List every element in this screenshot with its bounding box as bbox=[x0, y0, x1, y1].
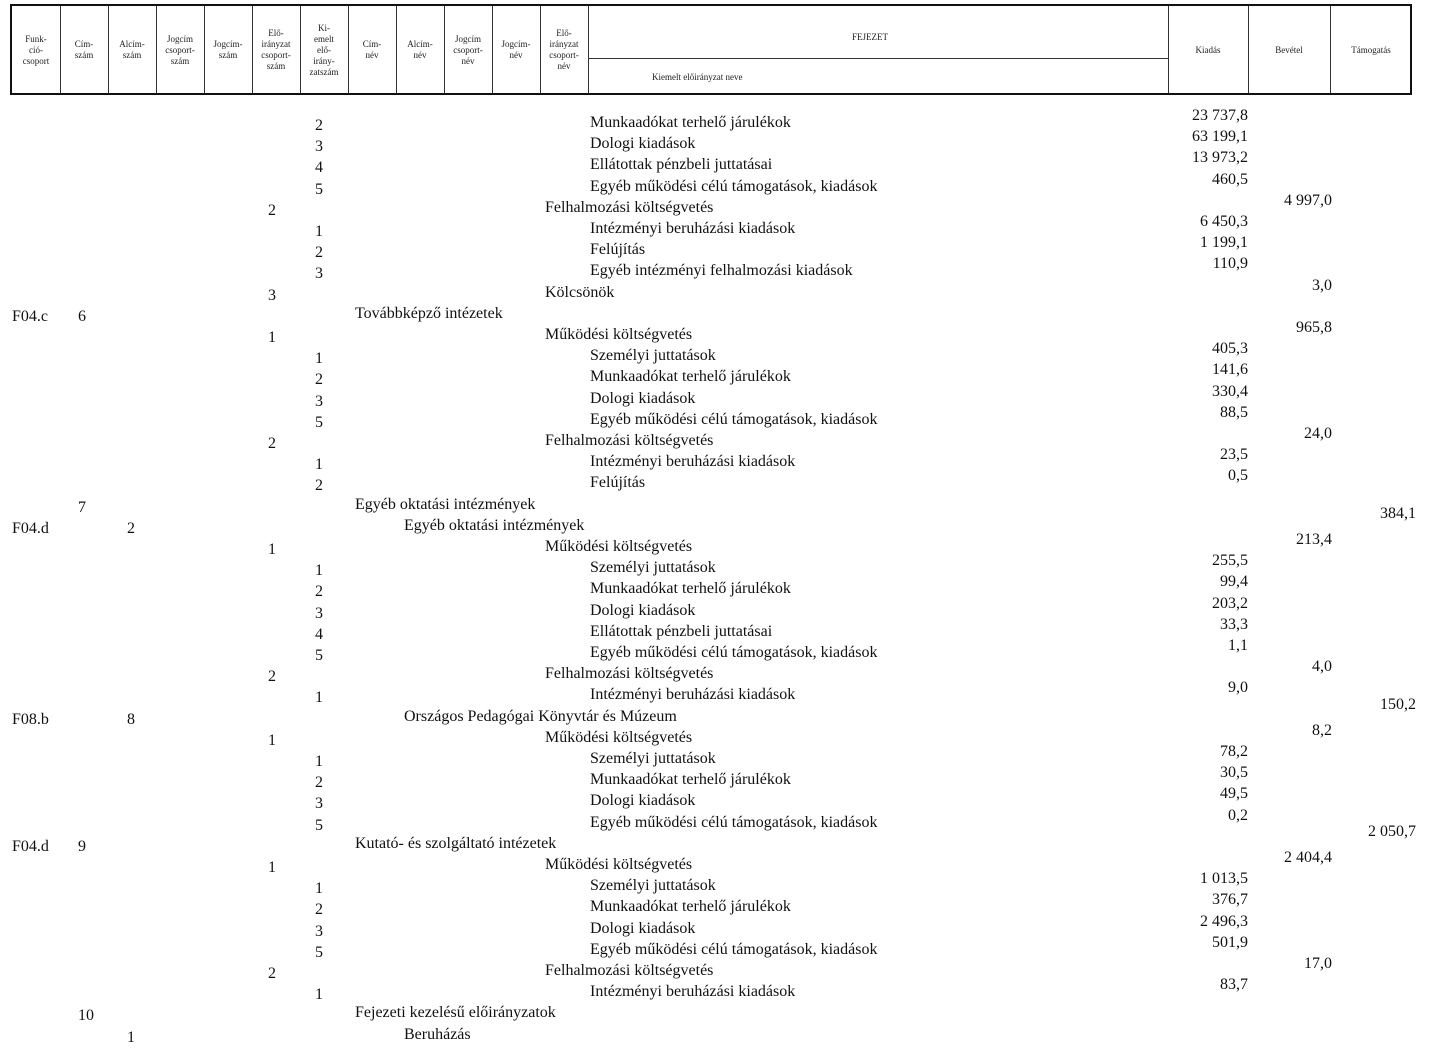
row-eloiranyzat-csoport-szam: 1 bbox=[268, 329, 276, 346]
row-bevetel: 4,0 bbox=[1312, 658, 1332, 675]
header-jogcim-szam: Jogcím- szám bbox=[213, 39, 243, 60]
row-name: Dologi kiadások bbox=[590, 792, 696, 809]
row-kiadas: 23 737,8 bbox=[1192, 107, 1248, 124]
row-kiadas: 376,7 bbox=[1212, 891, 1248, 908]
row-kiemelt-szam: 2 bbox=[315, 371, 323, 388]
row-bevetel: 213,4 bbox=[1296, 531, 1332, 548]
row-kiadas: 330,4 bbox=[1212, 383, 1248, 400]
row-kiemelt-szam: 2 bbox=[315, 244, 323, 261]
row-name: Felhalmozási költségvetés bbox=[545, 432, 714, 449]
row-kiadas: 1 013,5 bbox=[1200, 870, 1248, 887]
row-kiadas: 63 199,1 bbox=[1192, 128, 1248, 145]
row-tamogatas: 384,1 bbox=[1380, 505, 1416, 522]
row-kiemelt-szam: 2 bbox=[315, 477, 323, 494]
row-name: Egyéb működési célú támogatások, kiadások bbox=[590, 941, 878, 958]
row-bevetel: 8,2 bbox=[1312, 722, 1332, 739]
row-kiemelt-szam: 3 bbox=[315, 265, 323, 282]
row-eloiranyzat-csoport-szam: 2 bbox=[268, 668, 276, 685]
header-tamogatas: Támogatás bbox=[1351, 44, 1391, 55]
row-name: Dologi kiadások bbox=[590, 920, 696, 937]
row-kiemelt-szam: 5 bbox=[315, 647, 323, 664]
row-name: Munkaadókat terhelő járulékok bbox=[590, 368, 791, 385]
row-kiadas: 78,2 bbox=[1220, 743, 1248, 760]
row-eloiranyzat-csoport-szam: 2 bbox=[268, 435, 276, 452]
row-eloiranyzat-csoport-szam: 2 bbox=[268, 202, 276, 219]
row-name: Egyéb oktatási intézmények bbox=[404, 517, 585, 534]
row-cim-szam: 6 bbox=[78, 308, 86, 325]
row-bevetel: 2 404,4 bbox=[1284, 849, 1332, 866]
row-eloiranyzat-csoport-szam: 1 bbox=[268, 541, 276, 558]
row-eloiranyzat-csoport-szam: 1 bbox=[268, 732, 276, 749]
row-name: Intézményi beruházási kiadások bbox=[590, 220, 796, 237]
row-kiadas: 33,3 bbox=[1220, 616, 1248, 633]
row-kiemelt-szam: 2 bbox=[315, 901, 323, 918]
row-name: Továbbképző intézetek bbox=[355, 305, 503, 322]
row-name: Működési költségvetés bbox=[545, 538, 693, 555]
row-name: Egyéb működési célú támogatások, kiadások bbox=[590, 644, 878, 661]
row-kiadas: 141,6 bbox=[1212, 361, 1248, 378]
row-bevetel: 965,8 bbox=[1296, 319, 1332, 336]
row-name: Fejezeti kezelésű előirányzatok bbox=[355, 1004, 556, 1021]
row-kiadas: 110,9 bbox=[1212, 255, 1248, 272]
row-kiemelt-szam: 1 bbox=[315, 562, 323, 579]
row-name: Személyi juttatások bbox=[590, 347, 716, 364]
row-kiemelt-szam: 3 bbox=[315, 795, 323, 812]
row-kiemelt-szam: 1 bbox=[315, 456, 323, 473]
row-name: Személyi juttatások bbox=[590, 750, 716, 767]
row-name: Működési költségvetés bbox=[545, 326, 693, 343]
row-name: Munkaadókat terhelő járulékok bbox=[590, 114, 791, 131]
row-name: Intézményi beruházási kiadások bbox=[590, 453, 796, 470]
row-name: Egyéb működési célú támogatások, kiadások bbox=[590, 814, 878, 831]
row-kiadas: 460,5 bbox=[1212, 171, 1248, 188]
row-bevetel: 17,0 bbox=[1304, 955, 1332, 972]
row-name: Ellátottak pénzbeli juttatásai bbox=[590, 623, 773, 640]
row-kiemelt-szam: 3 bbox=[315, 923, 323, 940]
row-name: Felhalmozási költségvetés bbox=[545, 962, 714, 979]
row-eloiranyzat-csoport-szam: 1 bbox=[268, 859, 276, 876]
row-funkcio: F04.c bbox=[12, 308, 48, 325]
row-name: Működési költségvetés bbox=[545, 729, 693, 746]
row-name: Beruházás bbox=[404, 1026, 471, 1043]
row-kiadas: 83,7 bbox=[1220, 976, 1248, 993]
row-name: Egyéb működési célú támogatások, kiadások bbox=[590, 178, 878, 195]
row-kiemelt-szam: 4 bbox=[315, 626, 323, 643]
row-kiemelt-szam: 5 bbox=[315, 944, 323, 961]
row-kiemelt-szam: 1 bbox=[315, 753, 323, 770]
row-kiemelt-szam: 3 bbox=[315, 393, 323, 410]
row-name: Egyéb oktatási intézmények bbox=[355, 496, 536, 513]
row-name: Dologi kiadások bbox=[590, 390, 696, 407]
row-kiadas: 405,3 bbox=[1212, 340, 1248, 357]
row-kiadas: 0,5 bbox=[1228, 467, 1248, 484]
header-jogcim-csoport-nev: Jogcím csoport- név bbox=[453, 33, 483, 66]
row-alcim-szam: 2 bbox=[127, 520, 135, 537]
row-funkcio: F08.b bbox=[12, 711, 49, 728]
row-name: Ellátottak pénzbeli juttatásai bbox=[590, 156, 773, 173]
row-kiadas: 0,2 bbox=[1228, 807, 1248, 824]
row-alcim-szam: 8 bbox=[127, 711, 135, 728]
row-cim-szam: 10 bbox=[78, 1007, 94, 1024]
row-kiadas: 501,9 bbox=[1212, 934, 1248, 951]
header-kiadas: Kiadás bbox=[1195, 44, 1221, 55]
row-cim-szam: 7 bbox=[78, 499, 86, 516]
row-kiemelt-szam: 2 bbox=[315, 583, 323, 600]
row-name: Működési költségvetés bbox=[545, 856, 693, 873]
row-name: Felhalmozási költségvetés bbox=[545, 665, 714, 682]
header-jogcim-csoport-szam: Jogcím csoport- szám bbox=[165, 33, 195, 66]
row-kiadas: 49,5 bbox=[1220, 785, 1248, 802]
row-bevetel: 3,0 bbox=[1312, 277, 1332, 294]
row-name: Munkaadókat terhelő járulékok bbox=[590, 898, 791, 915]
header-cim-szam: Cím- szám bbox=[74, 39, 94, 60]
header-alcim-nev: Alcím- név bbox=[407, 39, 433, 60]
row-kiemelt-szam: 1 bbox=[315, 223, 323, 240]
row-eloiranyzat-csoport-szam: 3 bbox=[268, 287, 276, 304]
row-name: Dologi kiadások bbox=[590, 602, 696, 619]
header-fejezet: FEJEZET bbox=[852, 32, 888, 42]
row-kiadas: 99,4 bbox=[1220, 573, 1248, 590]
row-funkcio: F04.d bbox=[12, 838, 49, 855]
row-kiadas: 255,5 bbox=[1212, 552, 1248, 569]
header-eloiranyzat-csoport-nev: Elő- irányzat csoport- név bbox=[549, 28, 579, 71]
row-kiadas: 2 496,3 bbox=[1200, 913, 1248, 930]
row-name: Kölcsönök bbox=[545, 284, 615, 301]
row-name: Országos Pedagógai Könyvtár és Múzeum bbox=[404, 708, 677, 725]
row-bevetel: 4 997,0 bbox=[1284, 192, 1332, 209]
row-kiemelt-szam: 1 bbox=[315, 880, 323, 897]
row-kiadas: 1,1 bbox=[1228, 637, 1248, 654]
header-kiemelt-eloiranyzat-szam: Ki- emelt elő- irány- zatszám bbox=[309, 22, 339, 77]
header-jogcim-nev: Jogcím- név bbox=[501, 39, 531, 60]
row-kiadas: 6 450,3 bbox=[1200, 213, 1248, 230]
row-tamogatas: 150,2 bbox=[1380, 696, 1416, 713]
row-name: Felújítás bbox=[590, 241, 646, 258]
row-name: Intézményi beruházási kiadások bbox=[590, 983, 796, 1000]
row-kiemelt-szam: 1 bbox=[315, 986, 323, 1003]
row-kiemelt-szam: 3 bbox=[315, 138, 323, 155]
row-name: Személyi juttatások bbox=[590, 877, 716, 894]
row-name: Intézményi beruházási kiadások bbox=[590, 686, 796, 703]
header-cim-nev: Cím- név bbox=[362, 39, 382, 60]
row-kiadas: 1 199,1 bbox=[1200, 234, 1248, 251]
row-kiemelt-szam: 4 bbox=[315, 159, 323, 176]
row-kiemelt-szam: 1 bbox=[315, 689, 323, 706]
row-kiadas: 203,2 bbox=[1212, 595, 1248, 612]
row-kiadas: 13 973,2 bbox=[1192, 149, 1248, 166]
row-kiemelt-szam: 1 bbox=[315, 350, 323, 367]
row-name: Felhalmozási költségvetés bbox=[545, 199, 714, 216]
row-kiadas: 9,0 bbox=[1228, 679, 1248, 696]
row-name: Felújítás bbox=[590, 474, 646, 491]
row-tamogatas: 2 050,7 bbox=[1368, 823, 1416, 840]
row-name: Munkaadókat terhelő járulékok bbox=[590, 771, 791, 788]
header-funkcio-csoport: Funk- ció- csoport bbox=[22, 33, 50, 66]
row-eloiranyzat-csoport-szam: 2 bbox=[268, 965, 276, 982]
row-kiemelt-szam: 3 bbox=[315, 605, 323, 622]
row-name: Egyéb intézményi felhalmozási kiadások bbox=[590, 262, 853, 279]
row-bevetel: 24,0 bbox=[1304, 425, 1332, 442]
row-kiemelt-szam: 5 bbox=[315, 414, 323, 431]
row-alcim-szam: 1 bbox=[127, 1029, 135, 1046]
row-name: Kutató- és szolgáltató intézetek bbox=[355, 835, 557, 852]
row-kiemelt-szam: 5 bbox=[315, 817, 323, 834]
row-name: Személyi juttatások bbox=[590, 559, 716, 576]
header-eloiranyzat-csoport-szam: Elő- irányzat csoport- szám bbox=[261, 28, 291, 71]
row-kiemelt-szam: 5 bbox=[315, 181, 323, 198]
row-cim-szam: 9 bbox=[78, 838, 86, 855]
row-funkcio: F04.d bbox=[12, 520, 49, 537]
row-name: Munkaadókat terhelő járulékok bbox=[590, 580, 791, 597]
header-bevetel: Bevétel bbox=[1275, 44, 1303, 55]
row-kiemelt-szam: 2 bbox=[315, 774, 323, 791]
row-kiadas: 88,5 bbox=[1220, 404, 1248, 421]
header-kiemelt-eloiranyzat-neve: Kiemelt előirányzat neve bbox=[652, 72, 743, 82]
row-name: Egyéb működési célú támogatások, kiadások bbox=[590, 411, 878, 428]
header-alcim-szam: Alcím- szám bbox=[119, 39, 145, 60]
row-name: Dologi kiadások bbox=[590, 135, 696, 152]
row-kiadas: 30,5 bbox=[1220, 764, 1248, 781]
row-kiemelt-szam: 2 bbox=[315, 117, 323, 134]
row-kiadas: 23,5 bbox=[1220, 446, 1248, 463]
